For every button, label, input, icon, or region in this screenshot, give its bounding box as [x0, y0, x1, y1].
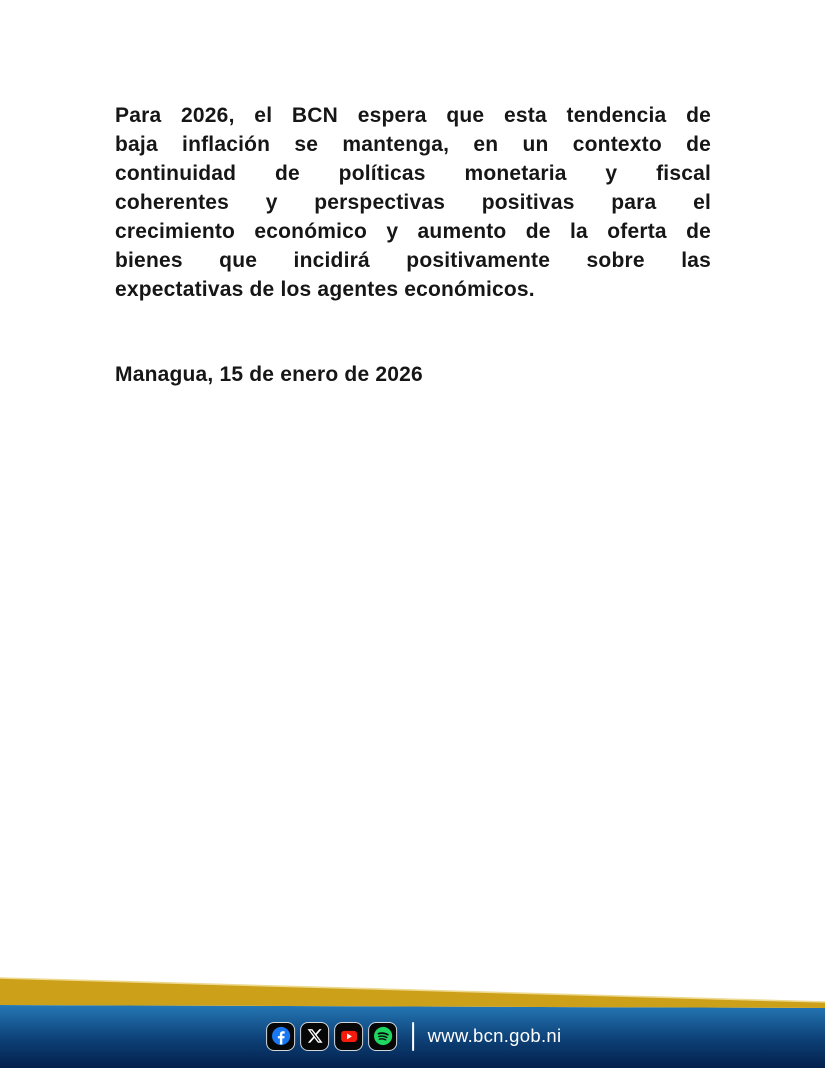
- footer-separator: [412, 1022, 414, 1051]
- dateline: Managua, 15 de enero de 2026: [115, 363, 423, 386]
- paragraph-line: bienes que incidirá positivamente sobre las: [115, 249, 711, 272]
- footer-gold-band: [0, 978, 825, 1008]
- press-release-paragraph: [115, 101, 711, 304]
- spotify-icon[interactable]: [368, 1022, 397, 1051]
- footer-social-row: [264, 1021, 562, 1051]
- paragraph-line: baja inflación se mantenga, en un contexto de: [115, 133, 711, 156]
- facebook-icon[interactable]: [266, 1022, 295, 1051]
- paragraph-line: continuidad de políticas monetaria y fiscal: [115, 162, 711, 185]
- youtube-icon[interactable]: [334, 1022, 363, 1051]
- paragraph-line: Para 2026, el BCN espera que esta tendencia de: [115, 104, 711, 127]
- paragraph-line: crecimiento económico y aumento de la oferta de: [115, 220, 711, 243]
- website-link[interactable]: www.bcn.gob.ni: [427, 1025, 562, 1046]
- paragraph-line: coherentes y perspectivas positivas para el: [115, 191, 711, 214]
- x-icon[interactable]: [300, 1022, 329, 1051]
- paragraph-line: expectativas de los agentes económicos.: [115, 278, 535, 301]
